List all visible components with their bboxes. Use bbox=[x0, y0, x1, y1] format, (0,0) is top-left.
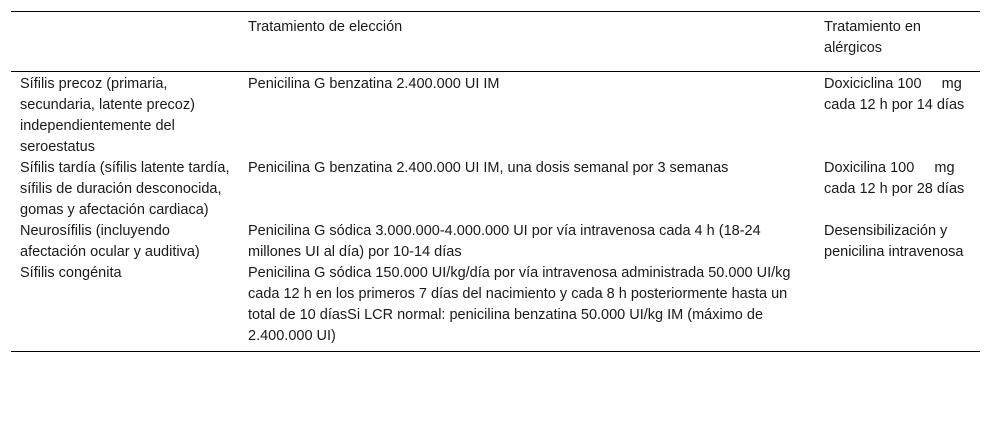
cell-allergic: Desensibilización y penicilina intravenosa bbox=[824, 223, 964, 260]
table-row bbox=[11, 158, 980, 221]
table-body bbox=[11, 72, 980, 352]
cell-condition: Sífilis congénita bbox=[20, 265, 122, 281]
table-header bbox=[11, 12, 980, 72]
table-row bbox=[11, 221, 980, 263]
cell-condition: Sífilis tardía (sífilis latente tardía, sífilis de duración desconocida, gomas y afectación cardiaca) bbox=[20, 160, 230, 218]
syphilis-treatment-table bbox=[11, 11, 980, 352]
cell-treatment: Penicilina G sódica 150.000 UI/kg/día por vía intravenosa administrada 50.000 UI/kg cada 12 h en los primeros 7 días del nacimiento y cada 8 h posteriormente hasta un total de 10 díasSi LCR normal: penicilina benzatina 50.000 UI/kg IM (máximo de 2.400.000 UI) bbox=[248, 265, 791, 344]
cell-treatment: Penicilina G sódica 3.000.000-4.000.000 UI por vía intravenosa cada 4 h (18-24 millones UI al día) por 10-14 días bbox=[248, 223, 761, 260]
cell-treatment: Penicilina G benzatina 2.400.000 UI IM bbox=[248, 76, 500, 92]
header-condition bbox=[11, 12, 239, 72]
cell-allergic: Doxicilina 100 mg cada 12 h por 28 días bbox=[824, 160, 965, 197]
cell-allergic: Doxiciclina 100 mg cada 12 h por 14 días bbox=[824, 76, 966, 113]
header-treatment-allergic: Tratamiento en alérgicos bbox=[824, 19, 921, 56]
table-row bbox=[11, 72, 980, 159]
cell-condition: Sífilis precoz (primaria, secundaria, latente precoz) independientemente del seroestatus bbox=[20, 76, 195, 155]
treatment-table-container bbox=[11, 11, 980, 352]
header-row bbox=[11, 12, 980, 72]
cell-allergic bbox=[815, 263, 980, 352]
header-treatment-of-choice: Tratamiento de elección bbox=[248, 19, 403, 35]
table-row bbox=[11, 263, 980, 352]
cell-condition: Neurosífilis (incluyendo afectación ocular y auditiva) bbox=[20, 223, 200, 260]
cell-treatment: Penicilina G benzatina 2.400.000 UI IM, una dosis semanal por 3 semanas bbox=[248, 160, 729, 176]
